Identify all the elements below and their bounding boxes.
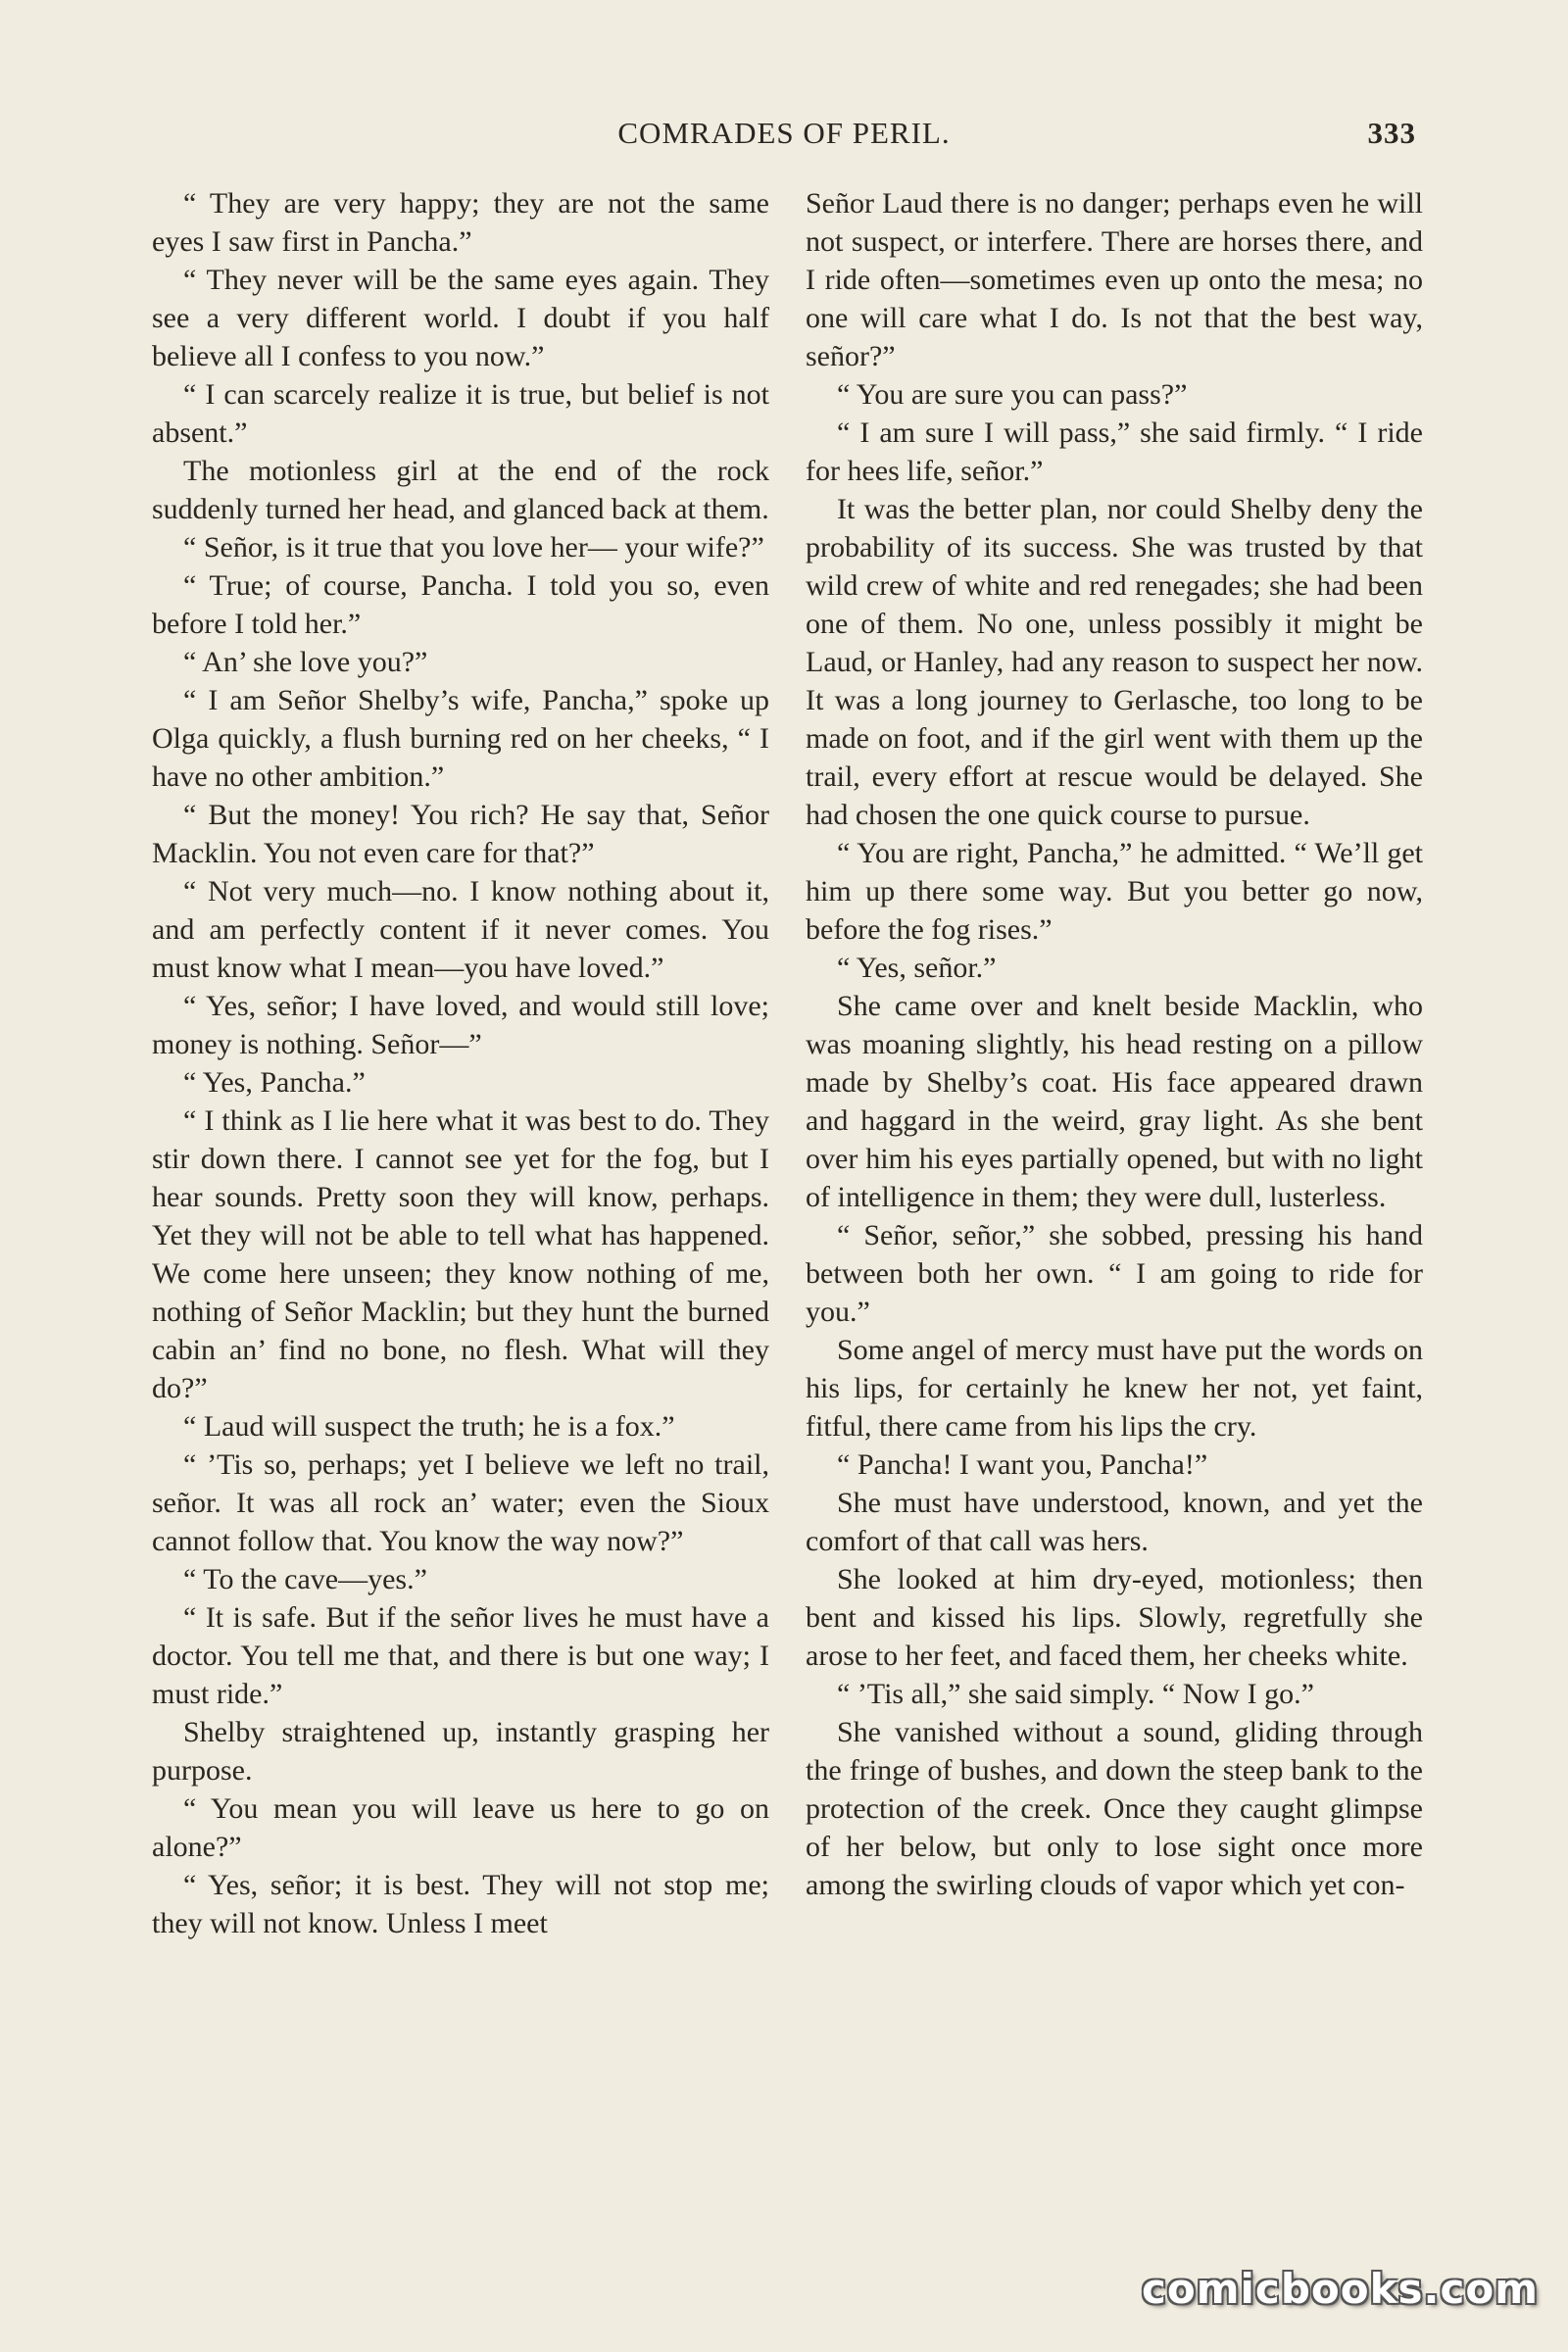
paragraph: “ Yes, señor.”	[837, 952, 997, 984]
paragraph: “ Pancha! I want you, Pancha!”	[837, 1448, 1208, 1481]
paragraph: “ They are very happy; they are not the same eyes I saw first in Pancha.”	[152, 187, 769, 258]
paragraph: “ Not very much—no. I know nothing about it, and am perfectly content if it never comes. You must know what I mean—you have loved.”	[152, 875, 769, 984]
paragraph: “ But the money! You rich? He say that, Señor Macklin. You not even care for that?”	[152, 799, 769, 869]
paragraph: “ An’ she love you?”	[183, 646, 428, 678]
paragraph: “ Señor, is it true that you love her— your wife?”	[183, 531, 764, 564]
paragraph: Shelby straightened up, instantly grasping her purpose.	[152, 1716, 769, 1787]
paragraph: Some angel of mercy must have put the words on his lips, for certainly he knew her not, yet faint, fitful, there came from his lips the cry.	[806, 1334, 1423, 1443]
paragraph: “ They never will be the same eyes again. They see a very different world. I doubt if you half believe all I confess to you now.”	[152, 264, 769, 372]
page-header	[152, 116, 1416, 155]
paragraph: “ Yes, Pancha.”	[183, 1066, 366, 1099]
paragraph: “ Señor, señor,” she sobbed, pressing his hand between both her own. “ I am going to ride for you.”	[806, 1219, 1423, 1328]
paragraph: She must have understood, known, and yet the comfort of that call was hers.	[806, 1487, 1423, 1557]
paragraph: “ ’Tis so, perhaps; yet I believe we left no trail, señor. It was all rock an’ water; even the Sioux cannot follow that. You know the way now?”	[152, 1448, 769, 1557]
site-watermark: comicbooks.com	[1142, 2265, 1539, 2313]
paragraph: “ You are sure you can pass?”	[837, 378, 1188, 411]
paragraph: Señor Laud there is no danger; perhaps even he will not suspect, or interfere. There are horses there, and I ride often—sometimes even up onto the mesa; no one will care what I do. Is not that the best way, señor?”	[806, 187, 1423, 372]
right-text-column	[806, 184, 1423, 2193]
paragraph: “ It is safe. But if the señor lives he must have a doctor. You tell me that, and there is but one way; I must ride.”	[152, 1601, 769, 1710]
paragraph: “ You mean you will leave us here to go on alone?”	[152, 1792, 769, 1863]
paragraph: “ To the cave—yes.”	[183, 1563, 427, 1595]
paragraph: She looked at him dry-eyed, motionless; then bent and kissed his lips. Slowly, regretfully she arose to her feet, and faced them, her cheeks white.	[806, 1563, 1423, 1672]
left-text-column	[152, 184, 769, 2193]
paragraph: She came over and knelt beside Macklin, who was moaning slightly, his head resting on a pillow made by Shelby’s coat. His face appeared drawn and haggard in the weird, gray light. As she bent over him his eyes partially opened, but with no light of intelligence in them; they were dull, lusterless.	[806, 990, 1423, 1213]
paragraph: “ I can scarcely realize it is true, but belief is not absent.”	[152, 378, 769, 449]
page-number: 333	[1367, 116, 1416, 150]
paragraph: She vanished without a sound, gliding through the fringe of bushes, and down the steep bank to the protection of the creek. Once they caught glimpse of her below, but only to lose sight once more among the swirling clouds of vapor which yet con-	[806, 1716, 1423, 1901]
paragraph: “ I think as I lie here what it was best to do. They stir down there. I cannot see yet for the fog, but I hear sounds. Pretty soon they will know, perhaps. Yet they will not be able to tell what has happened. We come here unseen; they know nothing of me, nothing of Señor Macklin; but they hunt the burned cabin an’ find no bone, no flesh. What will they do?”	[152, 1104, 769, 1404]
paragraph: “ Laud will suspect the truth; he is a fox.”	[183, 1410, 675, 1443]
paragraph: “ ’Tis all,” she said simply. “ Now I go.”	[837, 1678, 1314, 1710]
running-title: COMRADES OF PERIL.	[617, 116, 951, 150]
paragraph: “ You are right, Pancha,” he admitted. “ We’ll get him up there some way. But you better go now, before the fog rises.”	[806, 837, 1423, 946]
paragraph: The motionless girl at the end of the rock suddenly turned her head, and glanced back at them.	[152, 455, 769, 525]
paragraph: “ Yes, señor; it is best. They will not stop me; they will not know. Unless I meet	[152, 1869, 769, 1939]
paragraph: It was the better plan, nor could Shelby deny the probability of its success. She was trusted by that wild crew of white and red renegades; she had been one of them. No one, unless possibly it might be Laud, or Hanley, had any reason to suspect her now. It was a long journey to Gerlasche, too long to be made on foot, and if the girl went with them up the trail, every effort at rescue would be delayed. She had chosen the one quick course to pursue.	[806, 493, 1423, 831]
paragraph: “ I am sure I will pass,” she said firmly. “ I ride for hees life, señor.”	[806, 416, 1423, 487]
paragraph: “ True; of course, Pancha. I told you so, even before I told her.”	[152, 569, 769, 640]
paragraph: “ Yes, señor; I have loved, and would still love; money is nothing. Señor—”	[152, 990, 769, 1060]
paragraph: “ I am Señor Shelby’s wife, Pancha,” spoke up Olga quickly, a flush burning red on her cheeks, “ I have no other ambition.”	[152, 684, 769, 793]
